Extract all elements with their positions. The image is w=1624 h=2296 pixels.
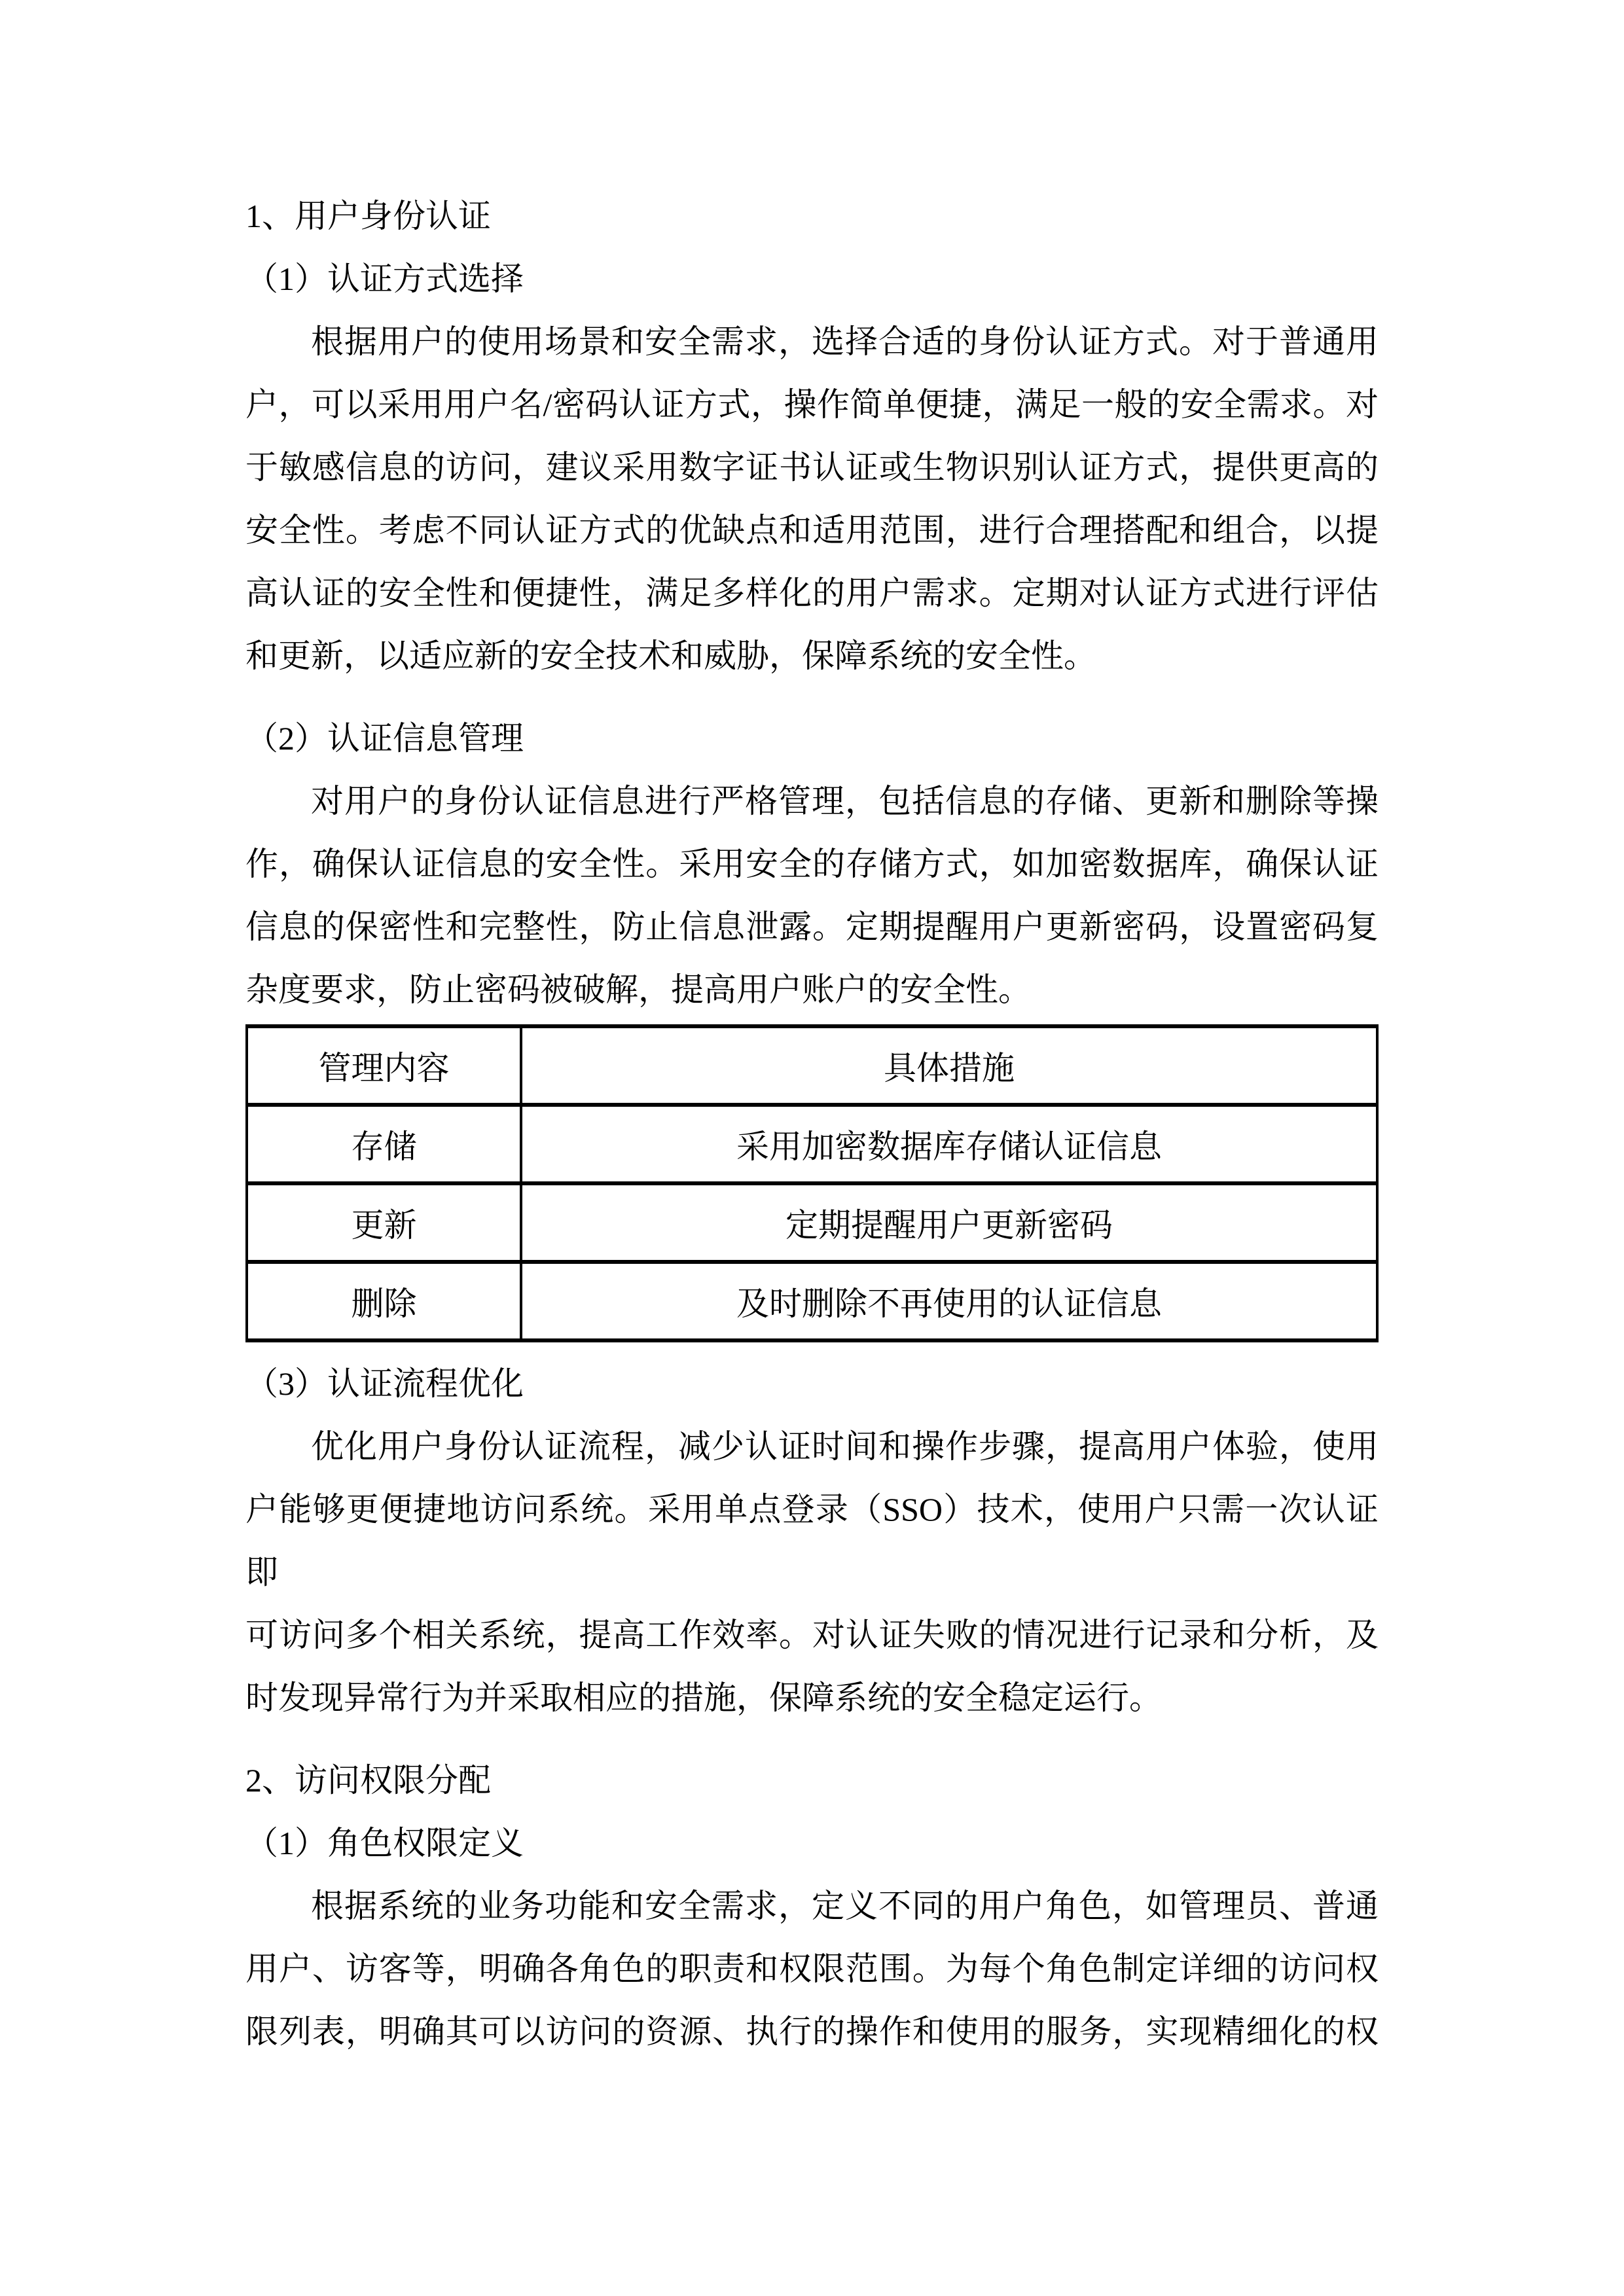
heading-user-identity-auth: 1、用户身份认证 (245, 198, 491, 234)
paragraph-line: 优化用户身份认证流程，减少认证时间和操作步骤，提高用户体验，使用 (311, 1428, 1379, 1465)
table-cell-label: 存储 (247, 1105, 521, 1183)
paragraph-line: 时发现异常行为并采取相应的措施，保障系统的安全稳定运行。 (245, 1679, 1162, 1716)
heading-access-permission-assignment: 2、访问权限分配 (245, 1762, 491, 1799)
paragraph-line: 用户、访客等，明确各角色的职责和权限范围。为每个角色制定详细的访问权 (245, 1950, 1379, 1987)
table-cell-label: 删除 (247, 1262, 521, 1340)
table-header-cell-specific-measures: 具体措施 (521, 1026, 1377, 1105)
table-header-row (247, 1026, 1377, 1105)
paragraph-line: 根据用户的使用场景和安全需求，选择合适的身份认证方式。对于普通用 (311, 323, 1379, 360)
paragraph-line: 于敏感信息的访问，建议采用数字证书认证或生物识别认证方式，提供更高的 (245, 449, 1379, 486)
table-row (247, 1183, 1377, 1262)
table-row (247, 1105, 1377, 1183)
paragraph-line: 信息的保密性和完整性，防止信息泄露。定期提醒用户更新密码，设置密码复 (245, 908, 1379, 945)
table-header-cell-management-content: 管理内容 (247, 1026, 521, 1105)
paragraph-line: 高认证的安全性和便捷性，满足多样化的用户需求。定期对认证方式进行评估 (245, 575, 1379, 611)
paragraph-line: 可访问多个相关系统，提高工作效率。对认证失败的情况进行记录和分析，及 (245, 1617, 1379, 1653)
subheading-auth-method-selection: （1）认证方式选择 (245, 260, 524, 297)
table-cell-value: 及时删除不再使用的认证信息 (521, 1262, 1377, 1340)
paragraph-line: 户能够更便捷地访问系统。采用单点登录（SSO）技术，使用户只需一次认证即 (245, 1491, 1379, 1590)
paragraph-line: 作，确保认证信息的安全性。采用安全的存储方式，如加密数据库，确保认证 (245, 846, 1379, 882)
paragraph-line: 安全性。考虑不同认证方式的优缺点和适用范围，进行合理搭配和组合，以提 (245, 512, 1379, 548)
paragraph-line: 对用户的身份认证信息进行严格管理，包括信息的存储、更新和删除等操 (311, 783, 1379, 819)
table-cell-label: 更新 (247, 1183, 521, 1262)
table-cell-value: 定期提醒用户更新密码 (521, 1183, 1377, 1262)
subheading-auth-process-optimization: （3）认证流程优化 (245, 1365, 524, 1402)
paragraph-line: 限列表，明确其可以访问的资源、执行的操作和使用的服务，实现精细化的权 (245, 2013, 1379, 2050)
subheading-role-permission-definition: （1）角色权限定义 (245, 1825, 524, 1861)
table-row (247, 1262, 1377, 1340)
auth-info-management-table (245, 1024, 1379, 1342)
subheading-auth-info-management: （2）认证信息管理 (245, 720, 524, 757)
paragraph-line: 杂度要求，防止密码被破解，提高用户账户的安全性。 (245, 971, 1031, 1008)
paragraph-line: 户，可以采用用户名/密码认证方式，操作简单便捷，满足一般的安全需求。对 (245, 386, 1379, 423)
paragraph-line: 根据系统的业务功能和安全需求，定义不同的用户角色，如管理员、普通 (311, 1888, 1379, 1924)
document-content (245, 185, 1379, 2063)
paragraph-line: 和更新，以适应新的安全技术和威胁，保障系统的安全性。 (245, 637, 1096, 674)
table-cell-value: 采用加密数据库存储认证信息 (521, 1105, 1377, 1183)
